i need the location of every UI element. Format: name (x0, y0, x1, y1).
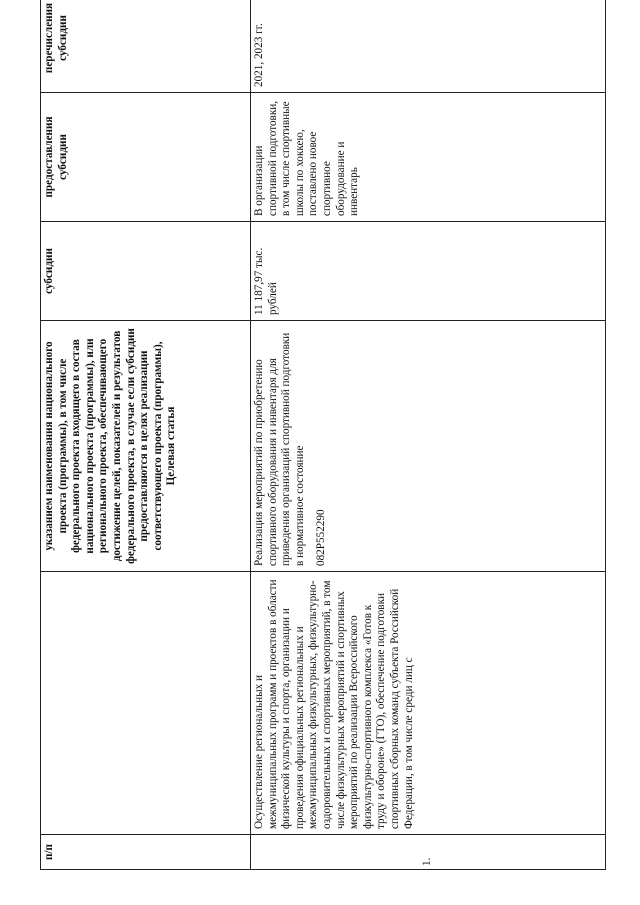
row-event: Осуществление региональных и межмуниципальных программ и проектов в области физической культуры и спорта, организации и проведения официальных региональных и межмуниципальных физкультурных, физкультурно-оздоровительных и спортивных мероприятий, в том числе физкультурных мероприятий и спортивных мероприятий по реализации Всероссийского физкультурно-спортивного комплекса «Готов к труду и обороне» (ГТО), обеспечение подготовки спортивных сборных команд субъекта Российской Федерации, в том числе среди лиц с (251, 572, 606, 835)
row-transfer: 2021, 2023 гг. (251, 0, 606, 93)
rotated-table-wrapper (40, 2, 597, 870)
row-amount: 11 187,97 тыс. рублей (251, 222, 606, 321)
row-number: 1. (251, 835, 606, 870)
row-project (251, 321, 606, 572)
header-project: указанием наименования национального проекта (программы), в том числе федерального проекта входящего в состав национального проекта (программы), или регионального проекта, обеспечивающего достижение целей, показателей и результатов федерального проекта, в случае если субсидии предоставляются в целях реализации соответствующего проекта (программы), Целевая статья (41, 321, 251, 572)
header-num: п/п (41, 835, 251, 870)
header-amount: субсидии (41, 222, 251, 321)
table-row (251, 0, 606, 870)
subsidy-table (40, 0, 606, 870)
header-transfer: перечисления субсидии (41, 0, 251, 93)
header-event (41, 572, 251, 835)
table-header-row (41, 0, 251, 870)
row-provision: В организации спортивной подготовки, в том числе спортивные школы по хоккею, поставлено новое спортивное оборудование и инвентарь (251, 93, 606, 222)
header-provision: предоставления субсидии (41, 93, 251, 222)
row-project-text: Реализация мероприятий по приобретению спортивного оборудования и инвентаря для приведения организаций спортивной подготовки в нормативное состояние (253, 332, 306, 566)
row-project-code: 082Р552290 (315, 509, 328, 566)
